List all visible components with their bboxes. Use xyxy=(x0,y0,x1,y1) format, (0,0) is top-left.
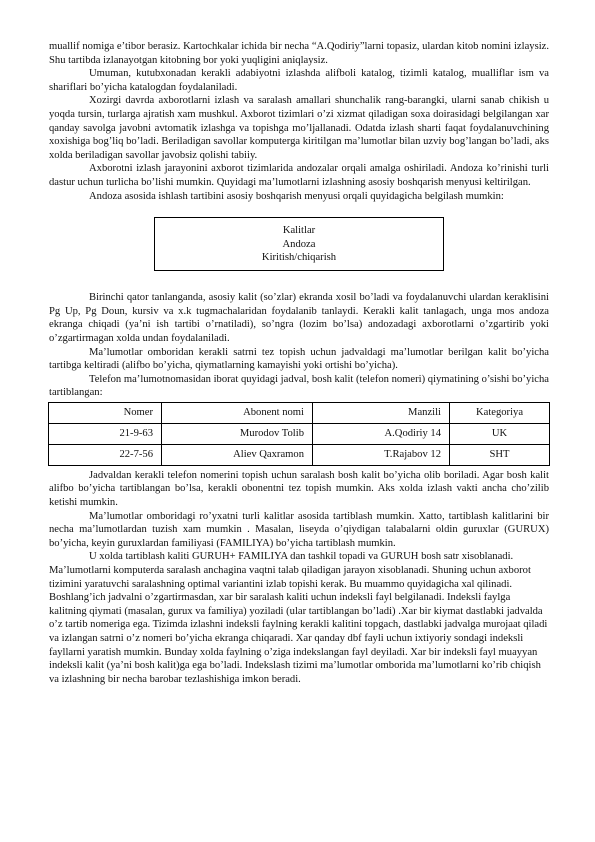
column-header-address: Manzili xyxy=(313,402,450,423)
cell-address: T.Rajabov 12 xyxy=(313,444,450,465)
paragraph-phone-directory: Telefon ma’lumotnomasidan iborat quyidagi jadval, bosh kalit (telefon nomeri) qiymatining o’sishi bo’yicha tartiblangan: xyxy=(49,373,549,399)
paragraph-multi-key: Ma’lumotlar omboridagi ro’yxatni turli kalitlar asosida tartiblash mumkin. Xatto, tartiblash kalitlarini bir necha ma’lumotlardan tuzish xam mumkin . Masalan, liseyda o’qiydigan talabalarni oldin guruxlar (GURUX) bo’yicha, keyin guruxlardan familiyasi (FAMILIYA) bo’yicha tartiblash mumkin. xyxy=(49,510,549,549)
document-page xyxy=(49,40,549,686)
paragraph-sorting: Ma’lumotlar omboridan kerakli satrni tez topish uchun jadvaldagi ma’lumotlar berilgan kalit bo’yicha tartibga keltiradi (alifbo bo’yicha, qiymatlarning kamayishi yoki ortishi bo’yicha). xyxy=(49,346,549,372)
cell-subscriber: Aliev Qaxramon xyxy=(162,444,313,465)
cell-category: SHT xyxy=(450,444,550,465)
paragraph-indexing: Ma’lumotlarni komputerda saralash anchagina vaqtni talab qiladigan jarayon xisoblanadi. Shuning uchun axborot tizimini yaratuvchi saralashning optimal variantini izlab topishi kerak. Bu muammo quyidagicha xal qilinadi. Boshlang’ich jadvalni o’zgartirmasdan, xar bir saralash kaliti uchun indeksli fayl belgilanadi. Indeksli faylga kalitning qiymati (masalan, gurux va familiya) yoziladi (ular tartiblangan bo’ladi) .Xar bir kiymat dastlabki jadvalda o’z tartib nomeriga ega. Tizimda izlashni indeksli faylning kerakli kalitini topgach, dastlabki jadvalga murojaat qiladi va izlangan satrni o’z nomeri bo’yicha ekranga chiqaradi. Xar qanday dbf fayli uchun ixtiyoriy sondagi indeksli fayllarni yaratish mumkin. Bunday xolda faylning o’ziga indekslangan fayl deyiladi. Xar bir indeksli fayl muayyan indeksli kalit (ya’ni bosh kalit)ga ega bo’ladi. Indekslash tizimi ma’lumotlar omborida ma’lumotlarni ko’rib chiqish va izlashning bir necha barobar tezlashishiga imkon beradi. xyxy=(49,565,548,685)
table-row xyxy=(49,444,550,465)
paragraph-menu-intro: Andoza asosida ishlash tartibini asosiy boshqarish menyusi orqali quyidagicha belgilash mumkin: xyxy=(89,190,504,202)
table-row xyxy=(49,423,550,444)
paragraph-first-row: Birinchi qator tanlanganda, asosiy kalit (so’zlar) ekranda xosil bo’ladi va foydalanuvchi ulardan keraklisini Pg Up, Pg Doun, kursiv va x.k tugmachalaridan foydalanib tanlaydi. Kerakli kalit tanlagach, unga mos andoza ekranga chiqadi (ya’ni ish tartibi o’rnatiladi), so’ngra (lozim bo’lsa) andozadagi axborotlarni o’zgartirib yoki o’zgartirmagan xolda undan foydalaniladi. xyxy=(49,292,549,344)
paragraph-catalogs: Umuman, kutubxonadan kerakli adabiyotni izlashda alifboli katalog, tizimli katalog, mualliflar ism va shariflari bo’yicha katalogdan foydalaniladi. xyxy=(49,68,549,93)
cell-number: 21-9-63 xyxy=(49,423,162,444)
main-menu-box xyxy=(154,217,444,271)
menu-item-keys: Kalitlar xyxy=(282,225,316,237)
column-header-category: Kategoriya xyxy=(450,402,550,423)
cell-address: A.Qodiriy 14 xyxy=(313,423,450,444)
phone-table xyxy=(48,402,550,466)
column-header-number: Nomer xyxy=(49,402,162,423)
paragraph-search-operations: Xozirgi davrda axborotlarni izlash va saralash amallari shunchalik rang-barangki, ularni sanab chikish u yoqda tursin, turlarga ajratish xam mushkul. Axborot tizimlari o’zi xizmat qiladigan soxa doirasidagi belgilangan xar qanday savolga javobni avtomatik izlashga va topishga mo’ljallanadi. Odatda izlash sharti faqat foydalanuvchining xoxishiga bog’liq bo’ladi. Beriladigan savollar komputerga kiritilgan ma’lumotlar bilan uzviy bog’langan bo’ladi, aks xolda beriladigan savollar javobsiz qolishi tabiiy. xyxy=(49,95,549,161)
paragraph-continuation: muallif nomiga e’tibor berasiz. Kartochkalar ichida bir necha “A.Qodiriy”larni topasiz, ulardan kitob nomini izlaysiz. Shu tartibda izlanayotgan kitobning bor yoki yuqligini aniqlaysiz. xyxy=(49,41,549,66)
paragraph-templates: Axborotni izlash jarayonini axborot tizimlarida andozalar orqali amalga oshiriladi. Andoza ko’rinishi turli dastur uchun turlicha bo’lishi mumkin. Quyidagi ma’lumotlarni izlashning asosiy boshqarish menyusi keltirilgan. xyxy=(49,163,549,188)
column-header-subscriber: Abonent nomi xyxy=(162,402,313,423)
paragraph-search-by-key: Jadvaldan kerakli telefon nomerini topish uchun saralash bosh kalit bo’yicha olib boriladi. Agar bosh kalit alifbo bo’yicha tartiblangan bo’lsa, kerakli obonentni tez topish mumkin. Aks xolda izlash vakti ancha cho’zilib ketishi mumkin. xyxy=(49,469,549,509)
cell-number: 22-7-56 xyxy=(49,444,162,465)
menu-item-template: Andoza xyxy=(282,238,316,250)
table-header-row xyxy=(49,402,550,423)
cell-category: UK xyxy=(450,423,550,444)
menu-item-input-output: Kiritish/chiqarish xyxy=(261,251,337,263)
paragraph-composite-key: U xolda tartiblash kaliti GURUH+ FAMILIYA dan tashkil topadi va GURUH bosh satr xisoblanadi. xyxy=(89,551,514,563)
cell-subscriber: Murodov Tolib xyxy=(162,423,313,444)
